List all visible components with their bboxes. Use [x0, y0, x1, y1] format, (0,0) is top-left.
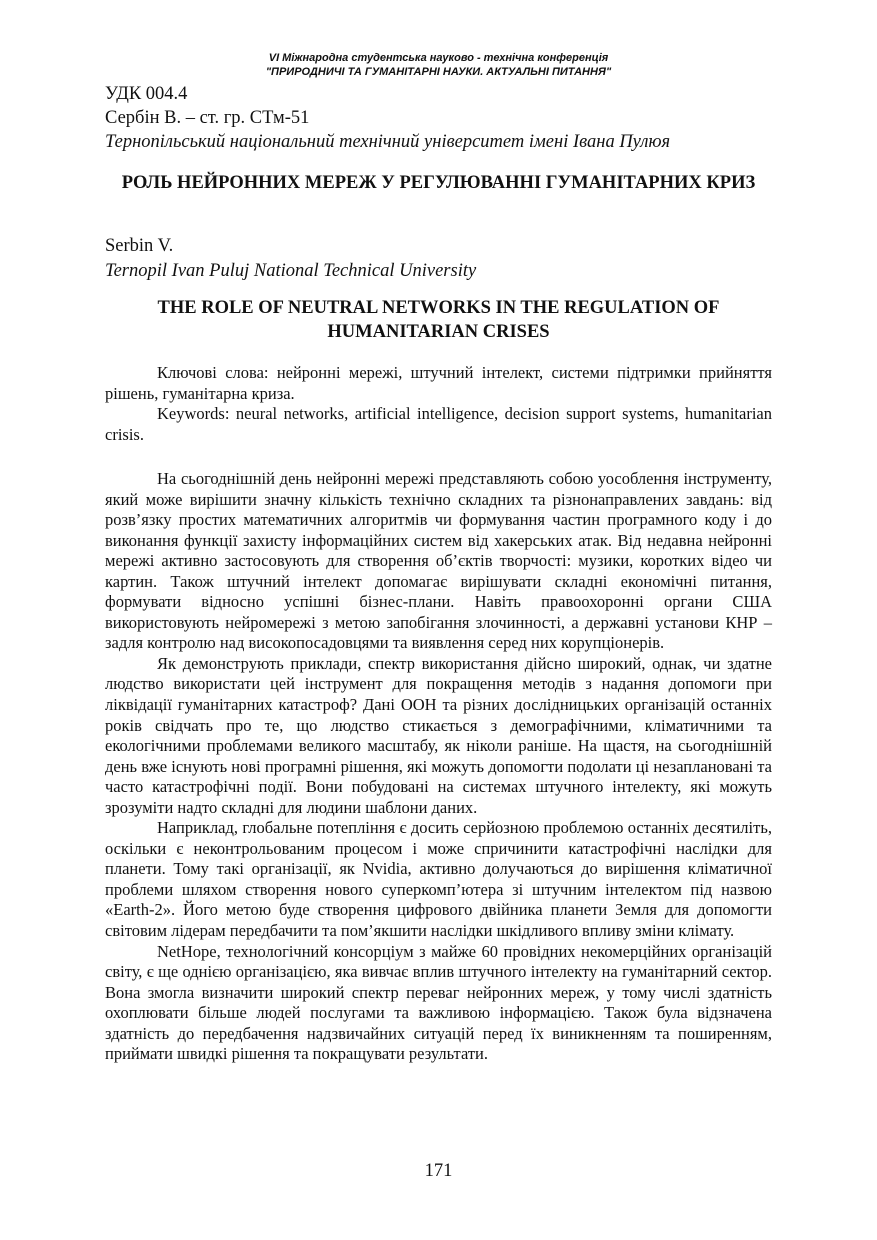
paragraph: На сьогоднішній день нейронні мережі представляють собою уособлення інструменту, який може вирішити значну кількість технічно складних та різнонаправлених завдань: від розв’язку простих математичних алгоритмів чи формування частин програмного коду і до виконання функції захисту інформаційних систем від хакерських атак. Від недавна нейронні мережі активно застосовують для створення об’єктів творчості: музики, коротких відео чи картин. Також штучний інтелект допомагає вирішувати складні економічні питання, формувати відносно успішні бізнес-плани. Навіть правоохоронні органи США використовують нейромережі з метою запобігання злочинності, а державні установи КНР – задля контролю над високопосадовцями та виявлення серед них корупціонерів.	[105, 469, 772, 653]
conference-line-2: "ПРИРОДНИЧІ ТА ГУМАНІТАРНІ НАУКИ. АКТУАЛЬНІ ПИТАННЯ"	[265, 66, 612, 78]
udc-code: УДК 004.4	[105, 84, 188, 104]
author-en: Serbin V.	[105, 236, 174, 256]
article-body	[105, 469, 772, 1065]
page-number: 171	[424, 1161, 453, 1181]
keywords-en: Keywords: neural networks, artificial intelligence, decision support systems, humanitarian crisis.	[105, 404, 772, 444]
title-ua: РОЛЬ НЕЙРОННИХ МЕРЕЖ У РЕГУЛЮВАННІ ГУМАНІТАРНИХ КРИЗ	[121, 173, 756, 193]
paragraph: Наприклад, глобальне потепління є досить серйозною проблемою останніх десятиліть, оскільки є неконтрольованим процесом і може спричинити катастрофічні наслідки для планети. Тому такі організації, як Nvidia, активно долучаються до вирішення кліматичної проблеми шляхом створення нового суперкомп’ютера зі штучним інтелектом під назвою «Earth-2». Його метою буде створення цифрового двійника планети Земля для допомогти світовим лідерам передбачити та пом’якшити наслідки шкідливого впливу зміни клімату.	[105, 818, 772, 941]
keywords-block	[105, 363, 772, 445]
author-block-en	[105, 234, 476, 284]
keywords-ua: Ключові слова: нейронні мережі, штучний інтелект, системи підтримки прийняття рішень, гуманітарна криза.	[105, 363, 772, 403]
author-ua: Сербін В. – ст. гр. СТм-51	[105, 108, 310, 128]
paragraph: Як демонструють приклади, спектр використання дійсно широкий, однак, чи здатне людство використати цей інструмент для покращення методів з надання допомоги при ліквідації гуманітарних катастроф? Дані ООН та різних дослідницьких організацій останніх років свідчать про те, що людство стикається з демографічними, кліматичними та екологічними проблемами великого масштабу, як ніколи раніше. На щастя, на сьогоднішній день вже існують нові програмні рішення, які можуть допомогти подолати ці незаплановані та часто катастрофічні події. Вони побудовані на системах штучного інтелекту, які можуть зрозуміти надто складні для людини шаблони даних.	[105, 653, 772, 817]
paragraph: NetHope, технологічний консорціум з майже 60 провідних некомерційних організацій світу, є ще однією організацією, яка вивчає вплив штучного інтелекту на гуманітарний сектор. Вона змогла визначити широкий спектр переваг нейронних мереж, у тому числі здатність охоплювати більше людей послугами та важливою інформацією. Також була відзначена здатність до передбачення надзвичайних ситуацій перед їх виникненням та поширенням, приймати швидкі рішення та покращувати результати.	[105, 941, 772, 1064]
affiliation-en: Ternopil Ivan Puluj National Technical University	[105, 261, 477, 281]
conference-line-1: VI Міжнародна студентська науково - технічна конференція	[268, 52, 609, 64]
title-en: THE ROLE OF NEUTRAL NETWORKS IN THE REGULATION OF HUMANITARIAN CRISES	[157, 298, 720, 342]
author-block-ua	[105, 82, 670, 154]
affiliation-ua: Тернопільський національний технічний університет імені Івана Пулюя	[105, 132, 671, 152]
conference-header	[0, 51, 877, 79]
